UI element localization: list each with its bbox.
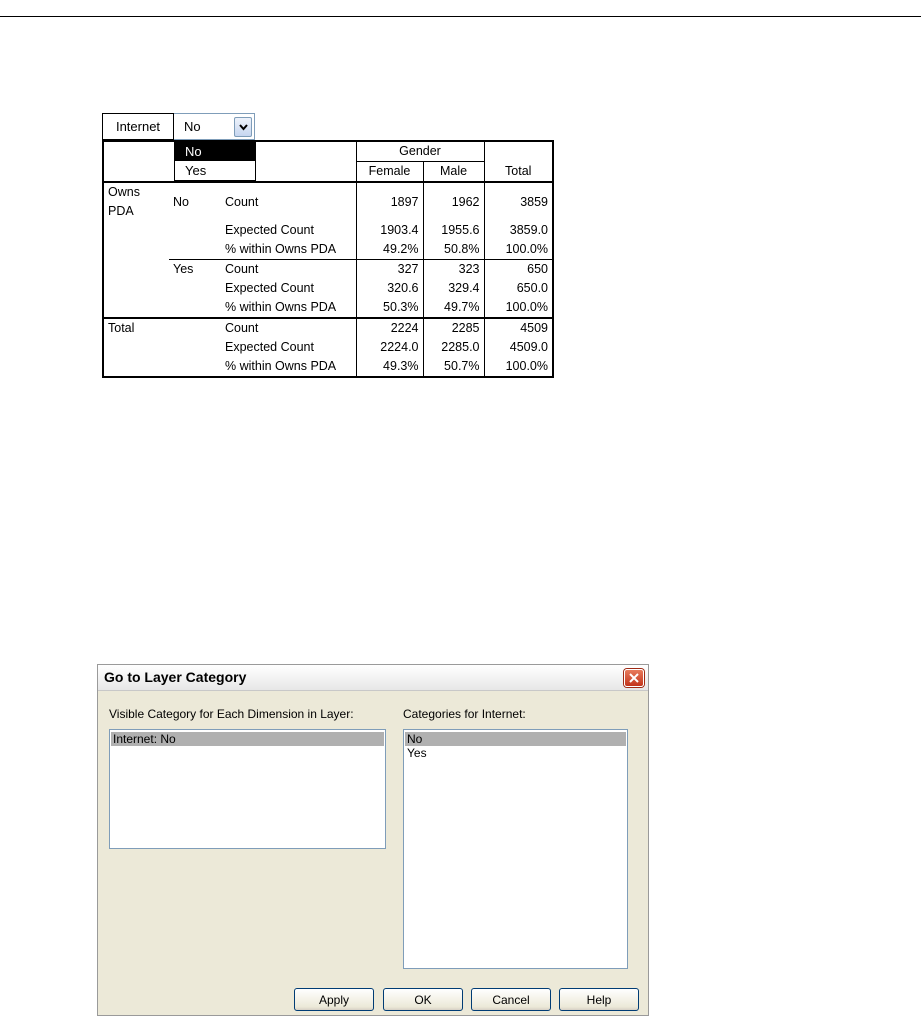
cell: 100.0%	[484, 357, 553, 377]
cell: 3859.0	[484, 221, 553, 240]
subgroup-spacer	[169, 338, 221, 357]
cell: 49.3%	[356, 357, 423, 377]
stat-label: % within Owns PDA	[221, 298, 356, 318]
cell: 2224	[356, 318, 423, 338]
stat-label: Count	[225, 262, 259, 276]
stat-label: % within Owns PDA	[221, 240, 356, 260]
list-item[interactable]: No	[405, 732, 626, 746]
layer-label: Internet	[102, 113, 174, 140]
dialog-title: Go to Layer Category	[104, 669, 247, 685]
cell: 50.8%	[423, 240, 484, 260]
categories-for-internet-label: Categories for Internet:	[403, 707, 526, 721]
help-button[interactable]: Help	[559, 988, 639, 1011]
column-header-male: Male	[423, 162, 484, 183]
layer-dropdown-value: No	[184, 119, 201, 134]
subgroup-spacer	[169, 221, 221, 240]
list-item[interactable]: Internet: No	[111, 732, 384, 746]
cell: 320.6	[356, 279, 423, 298]
row-group-label	[103, 182, 169, 221]
cell: 4509	[484, 318, 553, 338]
row-group-spacer	[103, 240, 169, 260]
column-header-gender: Gender	[356, 141, 484, 162]
cell: 329.4	[423, 279, 484, 298]
cell: 1903.4	[356, 221, 423, 240]
layer-option-yes[interactable]: Yes	[185, 163, 207, 178]
subgroup-label-no: No	[173, 194, 189, 209]
subgroup-spacer	[169, 298, 221, 318]
go-to-layer-category-dialog	[97, 664, 649, 1016]
subgroup-spacer	[169, 279, 221, 298]
row-group-owns-pda: Owns PDA	[108, 185, 140, 218]
visible-category-list[interactable]	[109, 729, 386, 849]
row-group-spacer	[103, 338, 169, 357]
column-header-female: Female	[356, 162, 423, 183]
row-group-spacer	[103, 298, 169, 318]
layer-dropdown-list	[174, 141, 256, 181]
chevron-down-icon[interactable]	[234, 117, 252, 137]
row-group-total: Total	[103, 318, 169, 338]
cancel-button[interactable]: Cancel	[471, 988, 551, 1011]
row-group-spacer	[103, 260, 169, 280]
cell: 50.7%	[423, 357, 484, 377]
cell: 1955.6	[423, 221, 484, 240]
row-group-spacer	[103, 357, 169, 377]
cell: 100.0%	[484, 240, 553, 260]
row-group-spacer	[103, 279, 169, 298]
cell: 650.0	[484, 279, 553, 298]
row-group-spacer	[103, 221, 169, 240]
layer-dropdown[interactable]	[174, 113, 255, 140]
column-header-total: Total	[484, 162, 553, 183]
subgroup-spacer	[169, 357, 221, 377]
cell: 3859	[484, 182, 553, 221]
cell: 1897	[356, 182, 423, 221]
cell: 650	[484, 260, 553, 280]
cell: 4509.0	[484, 338, 553, 357]
cell: 2285.0	[423, 338, 484, 357]
dialog-titlebar[interactable]	[98, 665, 648, 691]
visible-category-label: Visible Category for Each Dimension in Layer:	[109, 707, 354, 721]
stat-label: Count	[225, 194, 259, 209]
stat-label: Count	[225, 321, 259, 335]
close-icon[interactable]	[624, 669, 644, 687]
stat-label: Expected Count	[225, 223, 314, 237]
categories-list[interactable]	[403, 729, 628, 969]
cell: 327	[356, 260, 423, 280]
stat-label: % within Owns PDA	[221, 357, 356, 377]
cell: 1962	[423, 182, 484, 221]
subgroup-spacer	[169, 240, 221, 260]
cell: 2285	[423, 318, 484, 338]
stat-label: Expected Count	[225, 281, 314, 295]
apply-button[interactable]: Apply	[294, 988, 374, 1011]
layer-option-no[interactable]: No	[175, 142, 255, 161]
list-item[interactable]: Yes	[407, 746, 427, 760]
cell: 50.3%	[356, 298, 423, 318]
cell: 100.0%	[484, 298, 553, 318]
cell: 323	[423, 260, 484, 280]
stat-label: Expected Count	[225, 340, 314, 354]
page-top-rule	[0, 16, 921, 17]
cell: 49.7%	[423, 298, 484, 318]
crosstab-table	[102, 140, 554, 378]
ok-button[interactable]: OK	[383, 988, 463, 1011]
cell: 2224.0	[356, 338, 423, 357]
header-total-top	[484, 141, 553, 162]
header-corner-1	[103, 141, 169, 162]
header-corner-4	[103, 162, 169, 183]
subgroup-label-yes: Yes	[173, 262, 194, 276]
cell: 49.2%	[356, 240, 423, 260]
subgroup-spacer	[169, 318, 221, 338]
